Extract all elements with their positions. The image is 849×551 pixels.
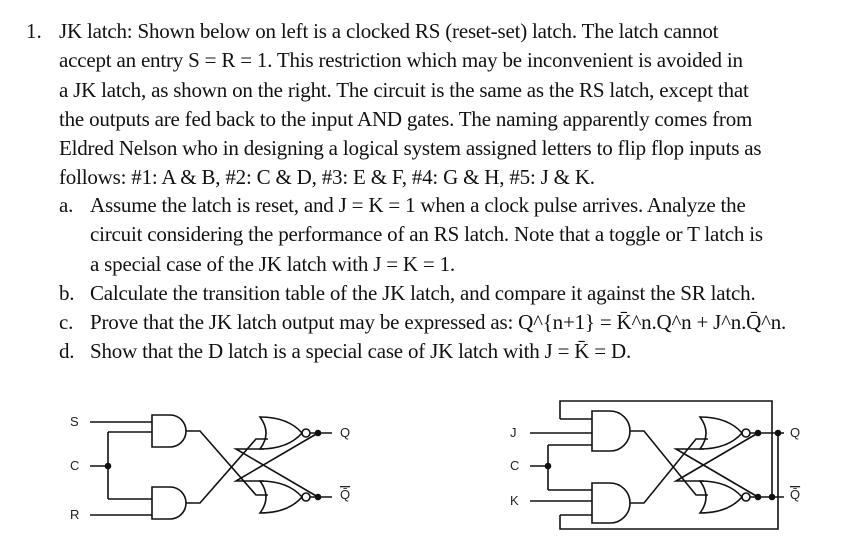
nor-gate (260, 481, 302, 513)
question-intro (59, 17, 829, 193)
part-line: Show that the D latch is a special case of JK latch with J = K̄ = D. (90, 339, 631, 364)
nor-gate (260, 417, 302, 449)
label-k: K (510, 493, 519, 508)
label-c: C (510, 458, 520, 473)
label-j: J (510, 425, 517, 440)
part-label: d. (59, 339, 75, 364)
part-d (59, 337, 829, 366)
intro-line: accept an entry S = R = 1. This restriction which may be inconvenient is avoided in (59, 48, 743, 73)
part-c (59, 308, 829, 337)
label-s: S (70, 414, 79, 429)
and-gate (152, 415, 186, 447)
question-parts (59, 191, 829, 367)
label-c: C (70, 458, 80, 473)
label-q: Q (790, 425, 801, 440)
question-number: 1. (26, 19, 42, 43)
part-line: Prove that the JK latch output may be expressed as: Q^{n+1} = K̄^n.Q^n + J^n.Q̄^n. (90, 310, 787, 335)
part-line: circuit considering the performance of an RS latch. Note that a toggle or T latch is (90, 222, 763, 247)
nor-gate (700, 417, 742, 449)
intro-line: follows: #1: A & B, #2: C & D, #3: E & F, #4: G & H, #5: J & K. (59, 165, 595, 190)
part-a (59, 191, 829, 279)
intro-line: a JK latch, as shown on the right. The circuit is the same as the RS latch, except that (59, 77, 749, 102)
part-line: Assume the latch is reset, and J = K = 1 when a clock pulse arrives. Analyze the (90, 193, 746, 217)
and-gate (152, 487, 186, 519)
label-q-bar: Q̄ (340, 487, 351, 502)
label-q: Q (340, 425, 351, 440)
and-gate (592, 483, 630, 523)
intro-line: JK latch: Shown below on left is a clocked RS (reset-set) latch. The latch cannot (59, 19, 719, 43)
intro-line: Eldred Nelson who in designing a logical system assigned letters to flip flop inputs as (59, 136, 762, 161)
intro-line: the outputs are fed back to the input AND gates. The naming apparently comes from (59, 106, 753, 131)
jk-latch-diagram (500, 395, 820, 535)
rs-latch-diagram (60, 395, 380, 535)
part-line: Calculate the transition table of the JK latch, and compare it against the SR latch. (90, 280, 756, 305)
part-label: c. (59, 310, 74, 335)
part-label: b. (59, 280, 75, 305)
part-b (59, 279, 829, 308)
part-line: a special case of the JK latch with J = K = 1. (90, 251, 455, 276)
part-label: a. (59, 193, 74, 217)
and-gate (592, 411, 630, 451)
nor-gate (700, 481, 742, 513)
label-q-bar: Q̄ (790, 487, 801, 502)
label-r: R (70, 507, 80, 522)
